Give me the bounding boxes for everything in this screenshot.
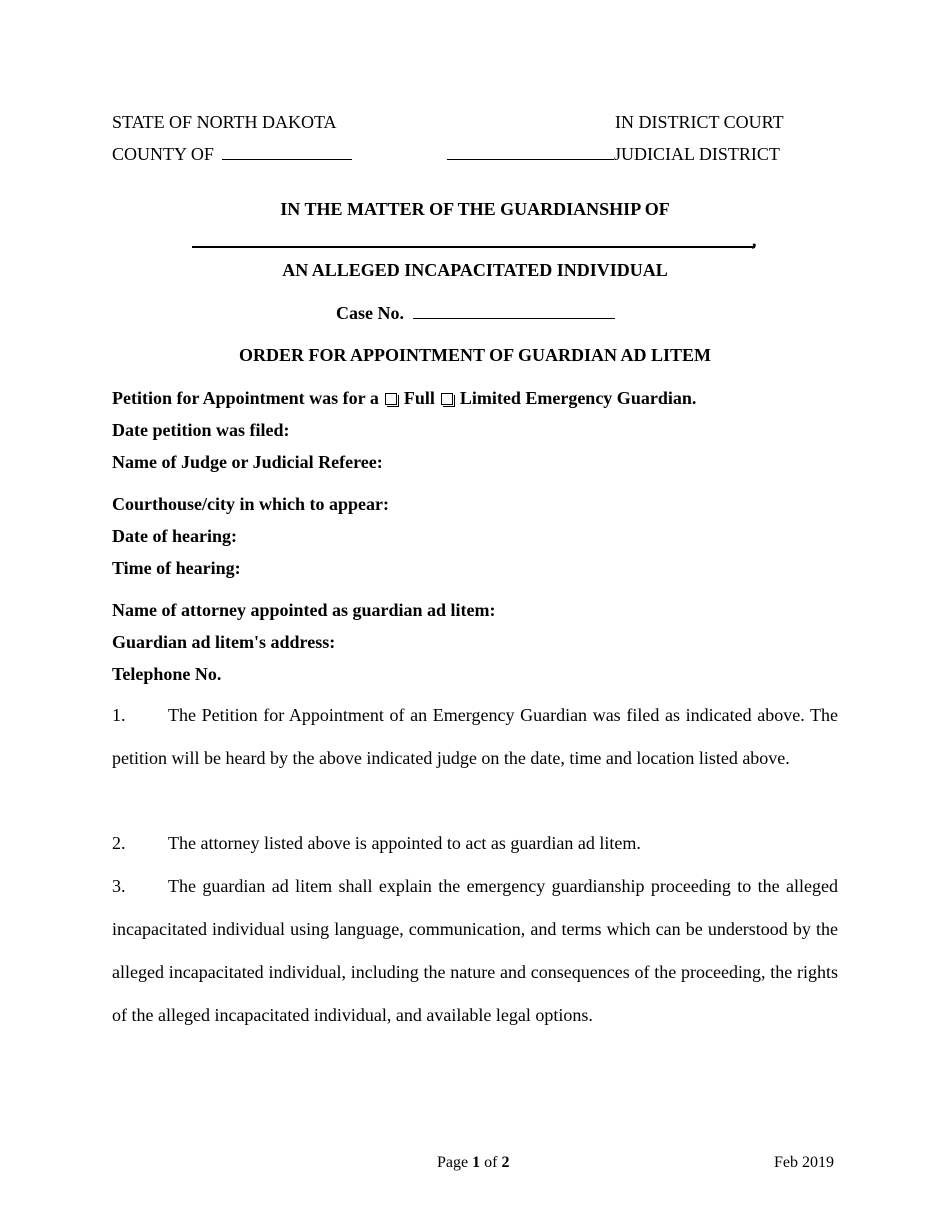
- district-row: [447, 144, 780, 165]
- county-row: [112, 144, 352, 165]
- district-blank[interactable]: [447, 144, 614, 160]
- state-label: STATE OF NORTH DAKOTA: [112, 112, 337, 132]
- full-checkbox[interactable]: [385, 393, 397, 405]
- district-label: JUDICIAL DISTRICT: [614, 144, 780, 164]
- county-blank[interactable]: [222, 144, 352, 160]
- paragraph-text: The attorney listed above is appointed to act as guardian ad litem.: [168, 833, 641, 853]
- court-label: IN DISTRICT COURT: [615, 112, 784, 132]
- county-label: COUNTY OF: [112, 144, 214, 164]
- paragraph-1: [112, 694, 838, 780]
- paragraph-number: 2.: [112, 833, 126, 853]
- limited-option-label: Limited: [459, 388, 521, 408]
- attorney-label: Name of attorney appointed as guardian ad litem:: [112, 600, 496, 620]
- paragraph-3: [112, 865, 838, 1037]
- case-number-blank[interactable]: [413, 303, 615, 319]
- courthouse-label: Courthouse/city in which to appear:: [112, 494, 390, 514]
- page-total: 2: [501, 1154, 510, 1171]
- matter-heading: IN THE MATTER OF THE GUARDIANSHIP OF: [280, 199, 670, 219]
- hearing-date-label: Date of hearing:: [112, 526, 237, 546]
- petition-type-row: [112, 388, 696, 409]
- petition-suffix: Emergency Guardian.: [525, 388, 697, 408]
- page-current: 1: [472, 1154, 481, 1171]
- case-number-row: [336, 303, 615, 324]
- telephone-label: Telephone No.: [112, 664, 222, 684]
- page-word: Page: [437, 1154, 469, 1171]
- limited-checkbox[interactable]: [441, 393, 453, 405]
- paragraph-number: 1.: [112, 705, 126, 725]
- paragraph-number: 3.: [112, 876, 126, 896]
- paragraph-text: The guardian ad litem shall explain the emergency guardianship proceeding to the alleged incapacitated individual using language, communication, and terms which can be understood by the alleged incapacitated individual, including the nature and consequences of the proceeding, the rights of the alleged incapacitated individual, and available legal options.: [112, 876, 838, 1025]
- revision-date: Feb 2019: [774, 1154, 834, 1171]
- paragraph-2: [112, 822, 838, 865]
- page-of: of: [484, 1154, 498, 1171]
- alleged-heading: AN ALLEGED INCAPACITATED INDIVIDUAL: [282, 260, 668, 280]
- date-filed-label: Date petition was filed:: [112, 420, 290, 440]
- judge-label: Name of Judge or Judicial Referee:: [112, 452, 383, 472]
- petition-prefix: Petition for Appointment was for a: [112, 388, 379, 408]
- page-number: [437, 1154, 509, 1172]
- gal-address-label: Guardian ad litem's address:: [112, 632, 336, 652]
- name-comma: ,: [752, 230, 757, 250]
- case-number-label: Case No.: [336, 303, 404, 323]
- paragraph-text: The Petition for Appointment of an Emergency Guardian was filed as indicated above. The petition will be heard by the above indicated judge on the date, time and location listed above.: [112, 705, 838, 768]
- full-option-label: Full: [403, 388, 435, 408]
- individual-name-line[interactable]: [192, 246, 755, 248]
- hearing-time-label: Time of hearing:: [112, 558, 241, 578]
- document-title: ORDER FOR APPOINTMENT OF GUARDIAN AD LITEM: [238, 345, 712, 365]
